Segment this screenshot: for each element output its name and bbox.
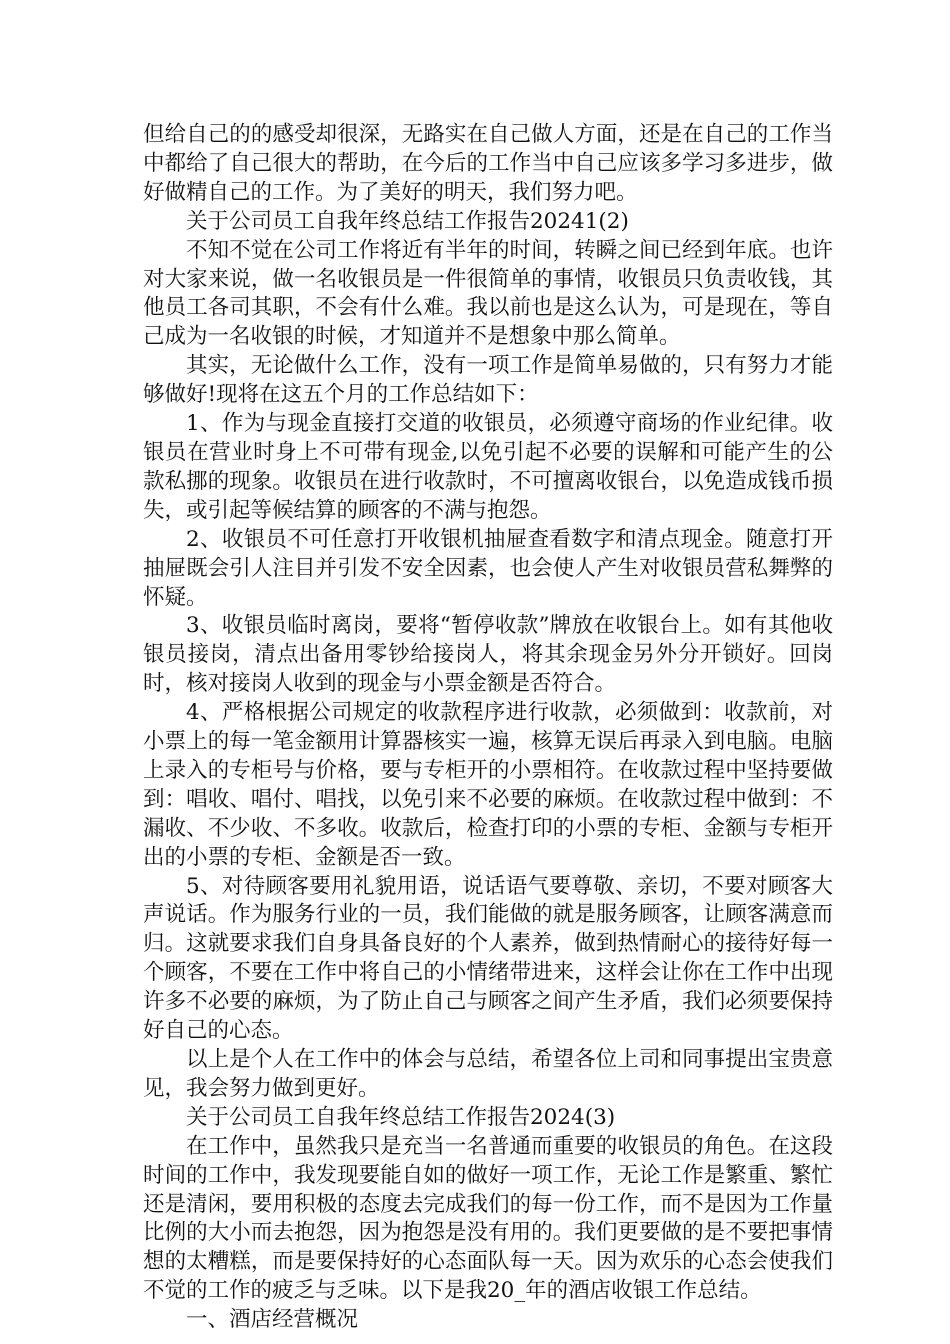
section-heading-3: 关于公司员工自我年终总结工作报告2024(3)	[186, 1104, 616, 1130]
list-item-2: 2、收银员不可任意打开收银机抽屉查看数字和清点现金。随意打开抽屉既会引人注目并引发不安全因素，也会使人产生对收银员营私舞弊的怀疑。	[143, 526, 833, 610]
document-page	[143, 121, 833, 1335]
list-item-1: 1、作为与现金直接打交道的收银员，必须遵守商场的作业纪律。收银员在营业时身上不可带有现金,以免引起不必要的误解和可能产生的公款私挪的现象。收银员在进行收款时，不可擅离收银台，以免造成钱币损失，或引起等候结算的顾客的不满与抱怨。	[143, 411, 833, 523]
paragraph-summary-lead: 其实，无论做什么工作，没有一项工作是简单易做的，只有努力才能够做好!现将在这五个月的工作总结如下：	[143, 353, 833, 408]
list-item-3: 3、收银员临时离岗，要将“暂停收款”牌放在收银台上。如有其他收银员接岗，清点出备用零钞给接岗人，将其余现金另外分开锁好。回岗时，核对接岗人收到的现金与小票金额是否符合。	[143, 613, 833, 697]
closing-paragraph: 以上是个人在工作中的体会与总结，希望各位上司和同事提出宝贵意见，我会努力做到更好。	[143, 1047, 833, 1101]
paragraph-intro: 不知不觉在公司工作将近有半年的时间，转瞬之间已经到年底。也许对大家来说，做一名收银员是一件很简单的事情，收银员只负责收钱，其他员工各司其职，不会有什么难。我以前也是这么认为，可是现在，等自己成为一名收银的时候，才知道并不是想象中那么简单。	[143, 237, 833, 350]
list-item-5: 5、对待顾客要用礼貌用语，说话语气要尊敬、亲切，不要对顾客大声说话。作为服务行业的一员，我们能做的就是服务顾客，让顾客满意而归。这就要求我们自身具备良好的个人素养，做到热情耐心的接待好每一个顾客，不要在工作中将自己的小情绪带进来，这样会让你在工作中出现许多不必要的麻烦，为了防止自己与顾客之间产生矛盾，我们必须要保持好自己的心态。	[143, 873, 833, 1044]
paragraph-section-3-intro: 在工作中，虽然我只是充当一名普通而重要的收银员的角色。在这段时间的工作中，我发现要能自如的做好一项工作，无论工作是繁重、繁忙还是清闲，要用积极的态度去完成我们的每一份工作，而不是因为工作量比例的大小而去抱怨，因为抱怨是没有用的。我们更要做的是不要把事情想的太糟糕，而是要保持好的心态面队每一天。因为欢乐的心态会使我们不觉的工作的疲乏与乏味。以下是我20_年的酒店收银工作总结。	[143, 1133, 833, 1304]
continuation-paragraph: 但给自己的的感受却很深，无路实在自己做人方面，还是在自己的工作当中都给了自己很大的帮助，在今后的工作当中自己应该多学习多进步，做好做精自己的工作。为了美好的明天，我们努力吧。	[143, 122, 833, 205]
list-item-4: 4、严格根据公司规定的收款程序进行收款，必须做到：收款前，对小票上的每一笔金额用计算器核实一遍，核算无误后再录入到电脑。电脑上录入的专柜号与价格，要与专柜开的小票相符。在收款过程中坚持要做到：唱收、唱付、唱找，以免引来不必要的麻烦。在收款过程中做到：不漏收、不少收、不多收。收款后，检查打印的小票的专柜、金额与专柜开出的小票的专柜、金额是否一致。	[143, 700, 833, 870]
subsection-heading: 一、酒店经营概况	[186, 1307, 359, 1333]
section-heading-2: 关于公司员工自我年终总结工作报告20241(2)	[186, 208, 629, 234]
